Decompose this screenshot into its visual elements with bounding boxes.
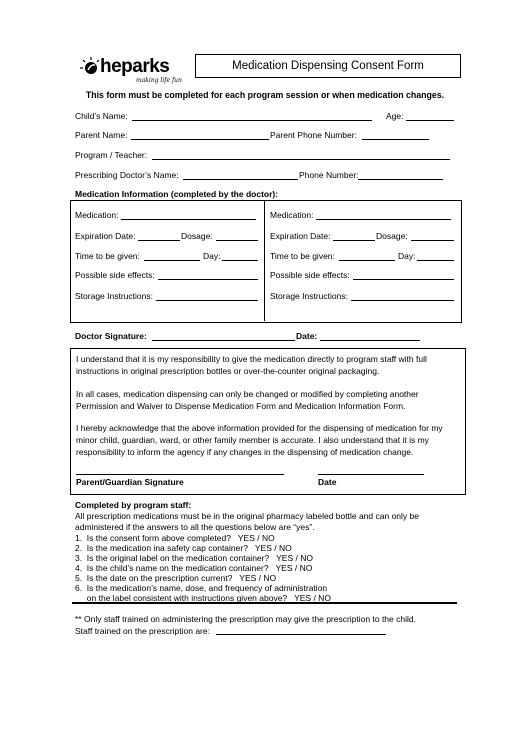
parent-signature-date-label: Date — [318, 477, 337, 487]
time-label-2: Time to be given: — [270, 251, 335, 261]
medication-section-heading: Medication Information (completed by the doctor): — [75, 189, 279, 199]
staff-section-heading: Completed by program staff: — [75, 500, 192, 510]
staff-question-6: 6. Is the medication’s name, dose, and frequency of administration — [75, 583, 328, 593]
section-divider — [72, 602, 457, 604]
doctor-date-field[interactable] — [320, 340, 420, 341]
trained-staff-label: Staff trained on the prescription are: — [75, 626, 210, 636]
child-name-label: Child’s Name: — [75, 111, 128, 121]
parent-signature-date-field[interactable] — [318, 474, 424, 475]
trained-staff-field[interactable] — [216, 634, 386, 635]
doctor-name-label: Prescribing Doctor’s Name: — [75, 170, 179, 180]
doctor-phone-field[interactable] — [358, 179, 443, 180]
consent-paragraph-3-line-1: I hereby acknowledge that the above information provided for the dispensing of medication for my — [76, 423, 443, 433]
company-logo — [80, 52, 190, 86]
parent-signature-field[interactable] — [76, 474, 284, 475]
consent-paragraph-3-line-2: minor child, guardian, ward, or other family member is accurate. I also understand that it is my — [76, 435, 429, 445]
consent-paragraph-1-line-2: instructions in original prescription bottles or over-the-counter original packaging. — [76, 366, 380, 376]
doctor-signature-field[interactable] — [152, 340, 295, 341]
storage-field-1[interactable] — [156, 300, 258, 301]
staff-intro-line-1: All prescription medications must be in the original pharmacy labeled bottle and can only be — [75, 511, 419, 521]
dosage-label-1: Dosage: — [181, 231, 213, 241]
day-label-2: Day: — [398, 251, 416, 261]
doctor-date-label: Date: — [296, 331, 318, 341]
medication-field-2[interactable] — [316, 219, 451, 220]
day-field-1[interactable] — [222, 260, 258, 261]
expiration-label-2: Expiration Date: — [270, 231, 331, 241]
parent-name-field[interactable] — [131, 139, 269, 140]
side-effects-field-1[interactable] — [158, 279, 258, 280]
form-title: Medication Dispensing Consent Form — [195, 54, 461, 78]
form-subtitle: This form must be completed for each program session or when medication changes. — [85, 90, 445, 100]
age-label: Age: — [386, 111, 404, 121]
consent-paragraph-1-line-1: I understand that it is my responsibility to give the medication directly to program staff with full — [76, 354, 427, 364]
dosage-label-2: Dosage: — [376, 231, 408, 241]
staff-question-6-continued: on the label consistent with instructions given above? YES / NO — [75, 593, 331, 603]
time-field-2[interactable] — [339, 260, 395, 261]
child-name-field[interactable] — [132, 120, 372, 121]
medication-box-divider — [264, 200, 265, 321]
staff-training-note: ** Only staff trained on administering the prescription may give the prescription to the child. — [75, 614, 416, 624]
expiration-field-1[interactable] — [138, 240, 180, 241]
time-label-1: Time to be given: — [75, 251, 140, 261]
parent-name-label: Parent Name: — [75, 130, 128, 140]
dosage-field-1[interactable] — [216, 240, 258, 241]
consent-paragraph-2-line-2: Permission and Waiver to Dispense Medication Form and Medication Information Form. — [76, 401, 406, 411]
parent-phone-field[interactable] — [362, 139, 429, 140]
staff-question-1: 1. Is the consent form above completed? YES / NO — [75, 533, 275, 543]
day-field-2[interactable] — [417, 260, 454, 261]
side-effects-field-2[interactable] — [353, 279, 454, 280]
day-label-1: Day: — [203, 251, 221, 261]
logo-wordmark: heparks — [100, 56, 170, 77]
parent-phone-label: Parent Phone Number: — [270, 130, 357, 140]
dosage-field-2[interactable] — [411, 240, 454, 241]
expiration-label-1: Expiration Date: — [75, 231, 136, 241]
storage-label-2: Storage Instructions: — [270, 291, 348, 301]
doctor-signature-label: Doctor Signature: — [75, 331, 147, 341]
consent-paragraph-2-line-1: In all cases, medication dispensing can only be changed or modified by completing another — [76, 389, 419, 399]
doctor-phone-label: Phone Number: — [299, 170, 359, 180]
doctor-name-field[interactable] — [183, 179, 298, 180]
medication-label-1: Medication: — [75, 210, 119, 220]
sun-leaf-icon — [80, 56, 102, 78]
staff-question-5: 5. Is the date on the prescription current? YES / NO — [75, 573, 277, 583]
program-teacher-field[interactable] — [152, 159, 450, 160]
staff-question-3: 3. Is the original label on the medication container? YES / NO — [75, 553, 313, 563]
time-field-1[interactable] — [144, 260, 200, 261]
consent-paragraph-3-line-3: responsibility to inform the agency if any changes in the dispensing of medication change. — [76, 447, 414, 457]
side-effects-label-1: Possible side effects: — [75, 270, 155, 280]
logo-tagline: making life fun — [136, 77, 182, 84]
staff-question-4: 4. Is the child’s name on the medication container? YES / NO — [75, 563, 313, 573]
expiration-field-2[interactable] — [333, 240, 375, 241]
staff-intro-line-2: administered if the answers to all the questions below are “yes”. — [75, 522, 315, 532]
staff-question-2: 2. Is the medication ina safety cap container? YES / NO — [75, 543, 292, 553]
medication-label-2: Medication: — [270, 210, 314, 220]
parent-signature-label: Parent/Guardian Signature — [76, 477, 184, 487]
storage-label-1: Storage Instructions: — [75, 291, 153, 301]
program-teacher-label: Program / Teacher: — [75, 150, 148, 160]
storage-field-2[interactable] — [351, 300, 454, 301]
side-effects-label-2: Possible side effects: — [270, 270, 350, 280]
medication-field-1[interactable] — [121, 219, 256, 220]
age-field[interactable] — [406, 120, 454, 121]
